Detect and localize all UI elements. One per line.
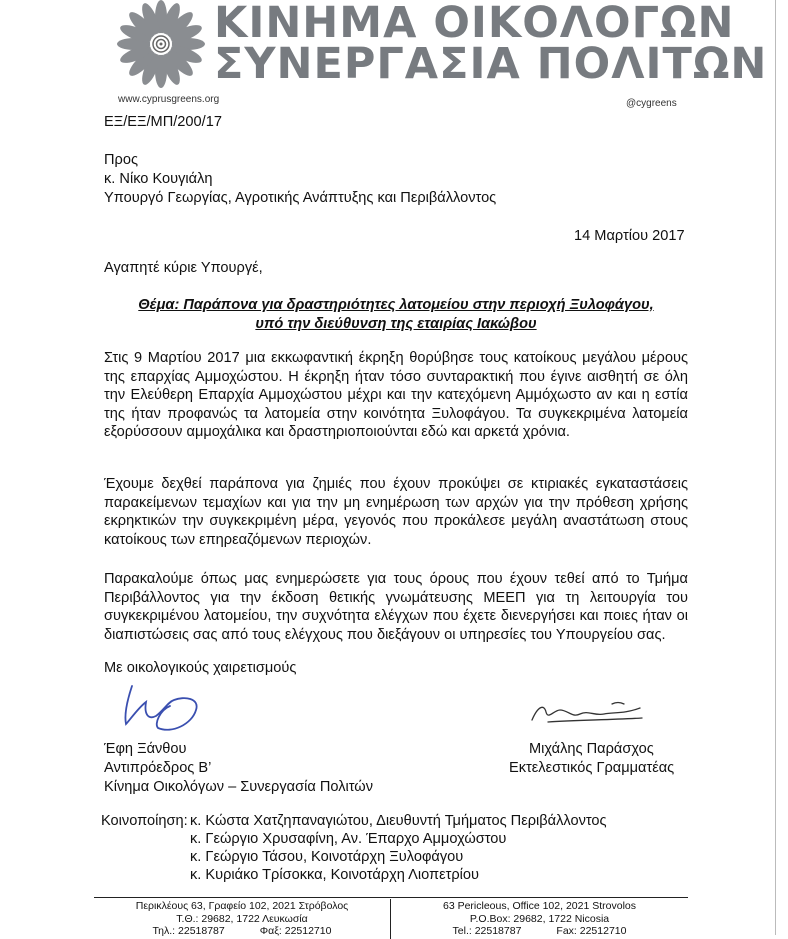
website-link[interactable]: www.cyprusgreens.org bbox=[118, 94, 220, 105]
to-label: Προς bbox=[104, 152, 138, 168]
recipient-name: κ. Νίκο Κουγιάλη bbox=[104, 171, 213, 187]
paragraph-2: Έχουμε δεχθεί παράπονα για ζημιές που έχουν προκύψει σε κτιριακές εγκαταστάσεις παρακείμενων τεμαχίων και για την μη ενημέρωση των αρχών για την πρόθεση χρήσης εκρηκτικών την συγκεκριμένη μέρα, γεγονός που προκάλεσε μεγάλη αναστάτωση στους κατοίκους των επηρεαζόμενων περιοχών. bbox=[104, 476, 688, 548]
left-signatory-org: Κίνημα Οικολόγων – Συνεργασία Πολιτών bbox=[104, 779, 373, 795]
right-signatory-name: Μιχάλης Παράσχος bbox=[529, 741, 654, 757]
twitter-handle[interactable]: @cygreens bbox=[626, 98, 677, 109]
footer-divider bbox=[94, 897, 688, 898]
cc-label: Κοινοποίηση: bbox=[101, 813, 188, 829]
cc-recipient: κ. Κυριάκο Τρίσοκκα, Κοινοτάρχη Λιοπετρίου bbox=[190, 867, 479, 883]
org-name-line1: ΚΙΝΗΜΑ ΟΙΚΟΛΟΓΩΝ bbox=[214, 0, 735, 48]
right-signature-icon bbox=[528, 696, 648, 728]
paragraph-1: Στις 9 Μαρτίου 2017 μια εκκωφαντική έκρηξη θορύβησε τους κατοίκους μεγάλου μέρους της επαρχίας Αμμοχώστου. Η έκρηξη ήταν τόσο συνταρακτική που έγινε αισθητή σε όλη την Ελεύθερη Επαρχία Αμμοχώστου μέχρι και την κατεχόμενη Αμμόχωστο αν και η εστία της ήταν προφανώς τα λατομεία στην κοινότητα Ξυλοφάγου. Τα συγκεκριμένα λατομεία εξορύσσουν αμμοχάλικα και δραστηριοποιούνται εδώ και αρκετά χρόνια. bbox=[104, 350, 688, 441]
org-name-line2: ΣΥΝΕΡΓΑΣΙΑ ΠΟΛΙΤΩΝ bbox=[214, 39, 768, 89]
footer-gr-pobox: Τ.Θ.: 29682, 1722 Λευκωσία bbox=[176, 912, 308, 925]
left-signatory-name: Έφη Ξάνθου bbox=[104, 741, 187, 757]
left-signature-icon bbox=[118, 680, 208, 742]
footer-en-pobox: P.O.Box: 29682, 1722 Nicosia bbox=[469, 912, 610, 925]
subject-line-2: υπό την διεύθυνση της εταιρίας Ιακώβου bbox=[255, 316, 537, 332]
cc-recipient: κ. Γεώργιο Χρυσαφίνη, Αν. Έπαρχο Αμμοχώστου bbox=[190, 831, 507, 847]
closing-line: Με οικολογικούς χαιρετισμούς bbox=[104, 660, 297, 676]
cc-recipient: κ. Κώστα Χατζηπαναγιώτου, Διευθυντή Τμήματος Περιβάλλοντος bbox=[190, 813, 607, 829]
letter-date: 14 Μαρτίου 2017 bbox=[574, 228, 685, 244]
right-signatory-role: Εκτελεστικός Γραμματέας bbox=[509, 760, 675, 776]
footer-greek-address bbox=[94, 900, 390, 938]
footer-gr-address: Περικλέους 63, Γραφείο 102, 2021 Στρόβολος bbox=[135, 900, 349, 912]
footer-english-address bbox=[391, 900, 688, 938]
footer-gr-phone: Τηλ.: 22518787 Φαξ: 22512710 bbox=[152, 925, 332, 937]
footer-en-address: 63 Pericleous, Office 102, 2021 Strovolos bbox=[442, 900, 636, 912]
subject-heading bbox=[104, 296, 688, 334]
paragraph-3: Παρακαλούμε όπως μας ενημερώσετε για τους όρους που έχουν τεθεί από το Τμήμα Περιβάλλοντος για την έκδοση θετικής γνωμάτευσης ΜΕΕΠ για τη λειτουργία του συγκεκριμένου λατομείου, την συχνότητα ελέγχων που έχετε διενεργήσει και ποιες ήταν οι διαπιστώσεις σας από τους ελέγχους που διεξάγουν οι υπηρεσίες του Υπουργείου σας. bbox=[104, 571, 688, 643]
flower-logo-icon bbox=[112, 0, 220, 92]
page-edge bbox=[775, 0, 776, 935]
left-signatory-role: Αντιπρόεδρος Β’ bbox=[104, 760, 212, 776]
footer-en-phone: Tel.: 22518787 Fax: 22512710 bbox=[452, 925, 627, 937]
subject-line-1: Θέμα: Παράπονα για δραστηριότητες λατομείου στην περιοχή Ξυλοφάγου, bbox=[138, 297, 654, 313]
recipient-title: Υπουργό Γεωργίας, Αγροτικής Ανάπτυξης και Περιβάλλοντος bbox=[104, 190, 497, 206]
salutation: Αγαπητέ κύριε Υπουργέ, bbox=[104, 260, 263, 276]
reference-number: ΕΞ/ΕΞ/ΜΠ/200/17 bbox=[104, 114, 222, 130]
cc-recipient: κ. Γεώργιο Τάσου, Κοινοτάρχη Ξυλοφάγου bbox=[190, 849, 464, 865]
